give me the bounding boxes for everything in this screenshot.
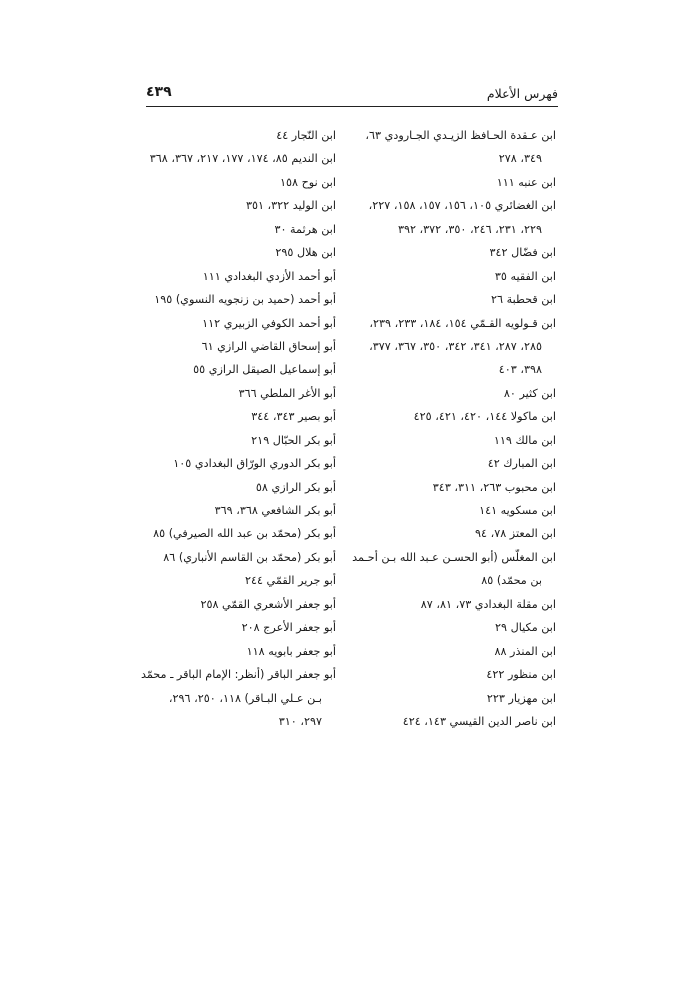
index-entry: أبو بكر الحبّال ٢١٩ — [251, 433, 336, 447]
page-header — [146, 84, 558, 107]
index-entry: ابن فضّال ٣٤٢ — [489, 246, 556, 260]
index-entry: ابن المغلّس (أبو الحسـن عـبد الله بـن أحـمد — [352, 550, 556, 564]
index-entry: ابن مهزيار ٢٢٣ — [486, 691, 556, 705]
index-entry: ابن النديم ٨٥، ١٧٤، ١٧٧، ٢١٧، ٣٦٧، ٣٦٨ — [149, 152, 336, 166]
index-entry-continuation: بـن عـلي البـاقر) ١١٨، ٢٥٠، ٢٩٦، — [168, 691, 322, 705]
index-entry-continuation: ٢٢٩، ٢٣١، ٢٤٦، ٣٥٠، ٣٧٢، ٣٩٢ — [397, 222, 542, 236]
index-entry: ابن الغضائري ١٠٥، ١٥٦، ١٥٧، ١٥٨، ٢٢٧، — [368, 199, 556, 213]
index-entry: ابن المنذر ٨٨ — [494, 644, 556, 658]
index-column-left — [120, 124, 336, 733]
index-entry-continuation: ٢٩٧، ٣١٠ — [278, 714, 322, 728]
page-number: ٤٣٩ — [146, 84, 172, 100]
index-entry: أبو جعفر الأعرج ٢٠٨ — [241, 621, 336, 635]
index-entry: أبو بكر الدوري الورّاق البغدادي ١٠٥ — [173, 457, 336, 471]
index-entry: ابن عـقدة الحـافظ الزيـدي الجـارودي ٦٣، — [365, 129, 556, 142]
index-entry: أبو أحمد (حميد بن زنجويه النسوي) ١٩٥ — [154, 293, 336, 307]
index-entry: أبو جعفر الباقر (أنظر: الإمام الباقر ـ محمّد — [140, 668, 336, 682]
index-entry: أبو بكر الشافعي ٣٦٨، ٣٦٩ — [214, 504, 336, 517]
index-entry: ابن قحطبة ٢٦ — [490, 293, 556, 307]
index-entry: أبو الأغر الملطي ٣٦٦ — [238, 386, 336, 400]
index-entry: أبو أحمد الكوفي الزبيري ١١٢ — [202, 316, 336, 330]
index-entry: ابن ماكولا ١٤٤، ٤٢٠، ٤٢١، ٤٢٥ — [413, 410, 556, 424]
index-entry: ابن مقلة البغدادي ٧٣، ٨١، ٨٧ — [420, 597, 556, 611]
index-entry: أبو بكر الرازي ٥٨ — [255, 480, 336, 494]
index-entry: ابن النّجار ٤٤ — [276, 129, 336, 142]
index-entry: أبو إسحاق القاضي الرازي ٦١ — [201, 339, 336, 353]
index-entry-continuation: ٢٨٥، ٢٨٧، ٣٤١، ٣٤٢، ٣٥٠، ٣٦٧، ٣٧٧، — [369, 339, 542, 353]
index-entry: ابن الفقيه ٣٥ — [494, 269, 556, 283]
index-entry: ابن منظور ٤٢٢ — [486, 668, 556, 682]
index-entry: أبو جرير القمّي ٢٤٤ — [244, 574, 336, 588]
index-entry-continuation: ٣٤٩، ٢٧٨ — [498, 152, 542, 166]
index-entry: ابن قـولويه القـمّي ١٥٤، ١٨٤، ٢٣٣، ٢٣٩، — [369, 316, 556, 330]
index-entry: أبو بكر (محمّد بن القاسم الأنباري) ٨٦ — [163, 550, 336, 564]
index-entry: ابن الوليد ٣٢٢، ٣٥١ — [245, 199, 336, 213]
index-entry: ابن نوح ١٥٨ — [280, 175, 336, 189]
index-entry: ابن هلال ٢٩٥ — [275, 246, 336, 260]
index-entry-continuation: بن محمّد) ٨٥ — [481, 574, 542, 588]
index-entry-continuation: ٣٩٨، ٤٠٣ — [498, 363, 542, 377]
index-entry: ابن مسكويه ١٤١ — [479, 504, 556, 517]
index-entry: أبو جعفر بابويه ١١٨ — [246, 644, 336, 658]
running-title: فهرس الأعلام — [486, 86, 558, 101]
index-entry: ابن كثير ٨٠ — [503, 386, 556, 400]
index-entry: أبو جعفر الأشعري القمّي ٢٥٨ — [200, 597, 336, 611]
index-entry: ابن مكيال ٢٩ — [495, 621, 556, 635]
index-entry: أبو بكر (محمّد بن عبد الله الصيرفي) ٨٥ — [153, 527, 336, 541]
index-entry: ابن المبارك ٤٢ — [487, 457, 556, 471]
index-entry: ابن المعتز ٧٨، ٩٤ — [474, 527, 556, 541]
index-entry: ابن عنبه ١١١ — [496, 175, 556, 189]
index-entry: أبو بصير ٣٤٣، ٣٤٤ — [251, 410, 336, 424]
index-entry: أبو أحمد الأزدي البغدادي ١١١ — [202, 269, 336, 283]
index-column-right — [346, 124, 556, 733]
index-entry: ابن ناصر الدين القيسي ١٤٣، ٤٢٤ — [402, 714, 556, 728]
index-entry: ابن هرثمة ٣٠ — [274, 222, 336, 236]
index-entry: أبو إسماعيل الصيقل الرازي ٥٥ — [193, 363, 336, 377]
index-entry: ابن محبوب ٢٦٣، ٣١١، ٣٤٣ — [432, 480, 556, 494]
index-entry: ابن مالك ١١٩ — [493, 433, 556, 447]
